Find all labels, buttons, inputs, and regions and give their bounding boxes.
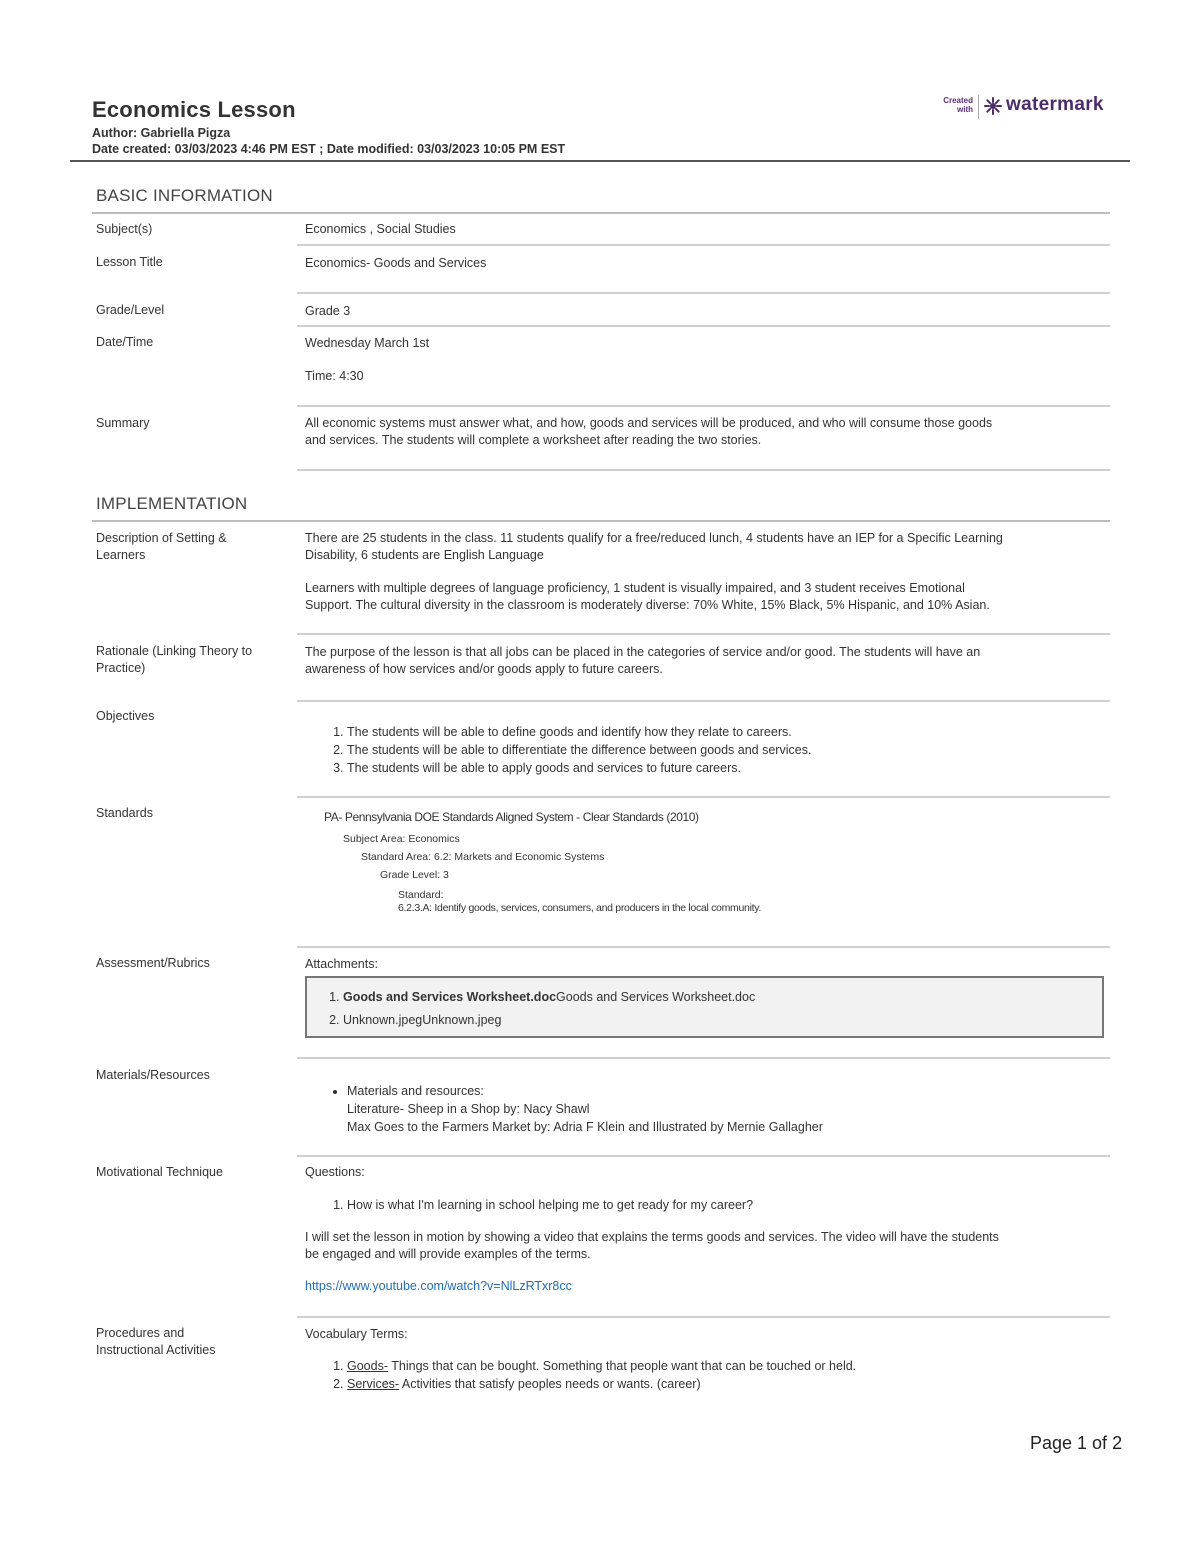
standards-subject: Subject Area: Economics: [343, 833, 460, 845]
row-divider: [297, 700, 1110, 702]
lesson-title-label: Lesson Title: [96, 255, 163, 269]
row-divider: [297, 292, 1110, 294]
materials-label: Materials/Resources: [96, 1068, 210, 1082]
grade-value: Grade 3: [305, 304, 351, 318]
date-value: Wednesday March 1st: [305, 336, 430, 350]
motivation-paragraph: I will set the lesson in motion by showing a video that explains the terms goods and services. The video will have the students be engaged and will provide examples of the terms.: [305, 1230, 999, 1261]
standards-title: PA- Pennsylvania DOE Standards Aligned System - Clear Standards (2010): [324, 810, 699, 824]
question-item: 1. How is what I'm learning in school helping me to get ready for my career?: [347, 1196, 1105, 1214]
procedures-label: Procedures and Instructional Activities: [96, 1326, 216, 1357]
materials-item: • Materials and resources: Literature- Sheep in a Shop by: Nacy Shawl Max Goes to the Farmers Market by: Adria F Klein and Illustrated by Mernie Gallagher: [347, 1082, 1105, 1136]
setting-label: Description of Setting & Learners: [96, 531, 227, 562]
subjects-value: Economics , Social Studies: [305, 222, 456, 236]
lesson-title-value: Economics- Goods and Services: [305, 256, 487, 270]
time-value: Time: 4:30: [305, 369, 364, 383]
watermark-mark-icon: [983, 96, 1003, 116]
objectives-list: [305, 723, 1105, 777]
grade-label: Grade/Level: [96, 303, 165, 317]
row-divider: [297, 796, 1110, 798]
watermark-logo: [935, 93, 1110, 121]
summary-label: Summary: [96, 416, 150, 430]
row-divider: [297, 1155, 1110, 1157]
header-divider: [70, 160, 1130, 162]
vocab-item: 2. Services- Activities that satisfy peoples needs or wants. (career): [347, 1375, 1105, 1393]
standards-standard: Standard:: [398, 889, 444, 901]
vocab-heading: Vocabulary Terms:: [305, 1327, 408, 1341]
datetime-label: Date/Time: [96, 335, 154, 349]
attachment-item[interactable]: 1. Goods and Services Worksheet.docGoods and Services Worksheet.doc: [343, 986, 1102, 1009]
summary-value: All economic systems must answer what, and how, goods and services will be produced, and who will consume those goods and services. The students will complete a worksheet after reading the two stories.: [305, 416, 993, 447]
attachments-heading: Attachments:: [305, 957, 378, 971]
row-divider: [297, 325, 1110, 327]
row-divider: [297, 1057, 1110, 1059]
section-divider: [92, 212, 1110, 214]
attachments-box: [305, 976, 1104, 1038]
objective-item: 1. The students will be able to define goods and identify how they relate to careers.: [347, 723, 1105, 741]
row-divider: [297, 244, 1110, 246]
motivation-label: Motivational Technique: [96, 1165, 223, 1179]
setting-value: There are 25 students in the class. 11 students qualify for a free/reduced lunch, 4 students have an IEP for a Specific Learning Disability, 6 students are English Language Learners with multiple degrees of language proficiency, 1 student is visually impaired, and 3 student receives Emotional Support. The cultural diversity in the classroom is moderately diverse: 70% White, 15% Black, 5% Hispanic, and 10% Asian.: [305, 531, 1003, 612]
standards-text: 6.2.3.A: Identify goods, services, consumers, and producers in the local community.: [398, 902, 762, 914]
section-divider: [92, 520, 1110, 522]
objective-item: 3. The students will be able to apply goods and services to future careers.: [347, 759, 1105, 777]
row-divider: [297, 469, 1110, 471]
section-title-basic: BASIC INFORMATION: [96, 186, 273, 205]
subjects-label: Subject(s): [96, 222, 153, 236]
motivation-question-list: [305, 1196, 1105, 1214]
row-divider: [297, 633, 1110, 635]
logo-wordmark: watermark: [1006, 94, 1104, 115]
section-title-implementation: IMPLEMENTATION: [96, 494, 248, 513]
assessment-label: Assessment/Rubrics: [96, 956, 210, 970]
attachment-item[interactable]: 2. Unknown.jpegUnknown.jpeg: [343, 1009, 1102, 1032]
page-number: Page 1 of 2: [1030, 1433, 1123, 1453]
vocab-item: 1. Goods- Things that can be bought. Something that people want that can be touched or held.: [347, 1357, 1105, 1375]
row-divider: [297, 1316, 1110, 1318]
rationale-label: Rationale (Linking Theory to Practice): [96, 644, 253, 675]
logo-created-with: Created with: [943, 96, 973, 114]
standards-label: Standards: [96, 806, 153, 820]
objective-item: 2. The students will be able to differentiate the difference between goods and services.: [347, 741, 1105, 759]
youtube-link[interactable]: https://www.youtube.com/watch?v=NlLzRTxr8cc: [305, 1279, 572, 1293]
row-divider: [297, 946, 1110, 948]
document-title: Economics Lesson: [92, 97, 296, 122]
row-divider: [297, 405, 1110, 407]
materials-list: [305, 1082, 1105, 1136]
standards-area: Standard Area: 6.2: Markets and Economic Systems: [361, 851, 605, 863]
vocab-list: [305, 1357, 1105, 1393]
rationale-value: The purpose of the lesson is that all jobs can be placed in the categories of service and/or good. The students will have an awareness of how services and/or goods apply to future careers.: [305, 645, 981, 676]
standards-grade: Grade Level: 3: [380, 869, 449, 881]
logo-separator: [978, 95, 979, 119]
motivation-questions-heading: Questions:: [305, 1165, 365, 1179]
objectives-label: Objectives: [96, 709, 155, 723]
document-dates: Date created: 03/03/2023 4:46 PM EST ; Date modified: 03/03/2023 10:05 PM EST: [92, 142, 566, 156]
document-author: Author: Gabriella Pigza: [92, 126, 231, 140]
